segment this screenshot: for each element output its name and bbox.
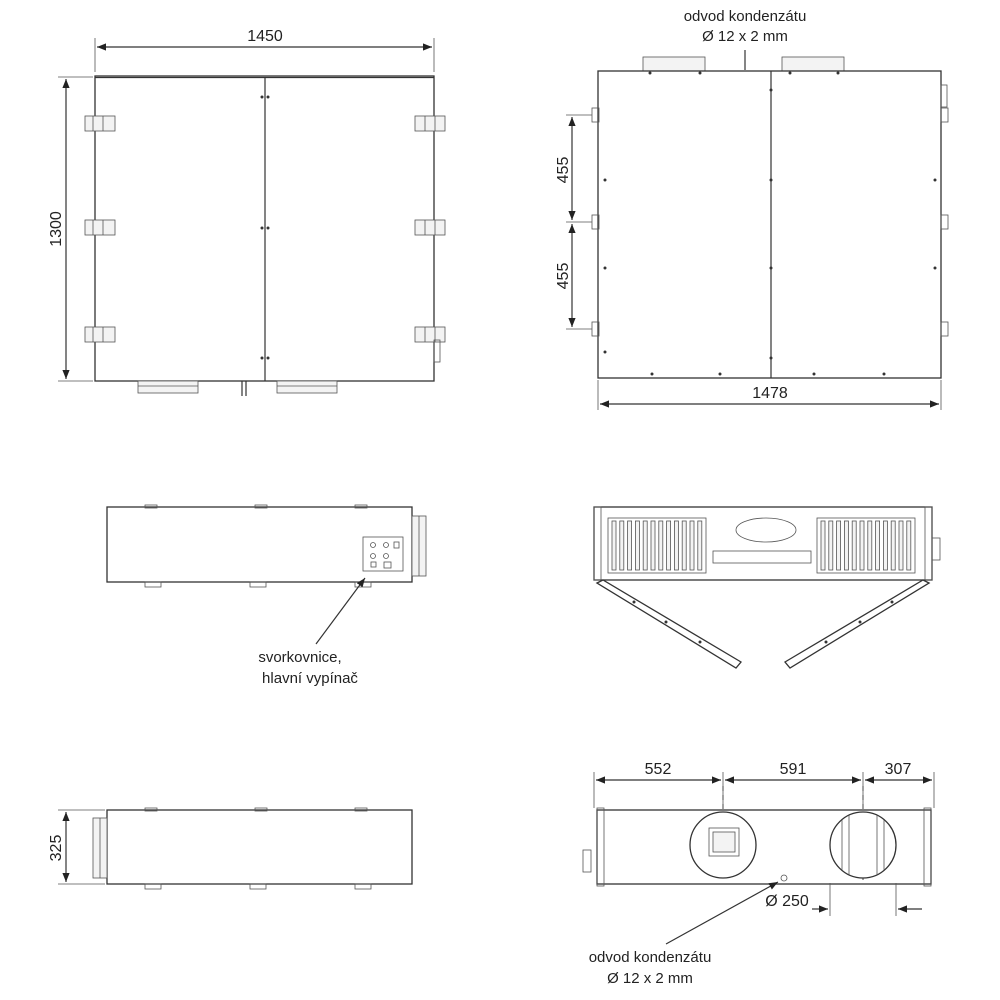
grille-slat — [674, 521, 678, 570]
grille-slat — [651, 521, 655, 570]
duct-spigot — [277, 381, 337, 393]
front-view — [48, 28, 445, 396]
grille-slat — [852, 521, 856, 570]
top-cabinet — [598, 71, 941, 378]
grille-slat — [698, 521, 702, 570]
condensate-bottom-label-line1: odvod kondenzátu — [588, 949, 712, 966]
duct-spigot — [138, 381, 198, 393]
top-width-label: 1478 — [752, 385, 788, 402]
grille-slat — [612, 521, 616, 570]
grille-slat — [628, 521, 632, 570]
grille-slat — [837, 521, 841, 570]
front-width-label: 1450 — [247, 28, 283, 45]
underside-view — [594, 507, 940, 668]
grille-slat — [891, 521, 895, 570]
grille-slat — [682, 521, 686, 570]
grille-slat — [643, 521, 647, 570]
grille-slat — [907, 521, 911, 570]
grille-slat — [844, 521, 848, 570]
condensate-top-label-line2: Ø 12 x 2 mm — [702, 28, 788, 45]
rear-segment-left-label: 552 — [644, 761, 672, 778]
grille-slat — [860, 521, 864, 570]
front-height-label: 1300 — [48, 211, 65, 247]
open-panel-right — [785, 580, 929, 668]
grille-slat — [883, 521, 887, 570]
grille-slat — [620, 521, 624, 570]
side-height-label: 325 — [48, 834, 65, 862]
top-spacing-lower-label: 455 — [555, 262, 572, 290]
top-spacing-upper-label: 455 — [555, 156, 572, 184]
top-view — [555, 8, 948, 410]
open-panel-left — [597, 580, 741, 668]
side-view-terminal — [107, 505, 426, 687]
grille-slat — [659, 521, 663, 570]
rear-segment-middle-label: 591 — [779, 761, 807, 778]
grille-slat — [829, 521, 833, 570]
terminal-label-line2: hlavní vypínač — [262, 670, 358, 687]
duct-diameter-label: Ø 250 — [765, 893, 809, 910]
rear-view — [583, 761, 934, 987]
side-cabinet-2 — [107, 810, 412, 884]
condensate-bottom-label-line2: Ø 12 x 2 mm — [607, 970, 693, 987]
grille-slat — [690, 521, 694, 570]
condensate-top-label-line1: odvod kondenzátu — [683, 8, 807, 25]
side-view-height — [48, 808, 412, 889]
grille-slat — [635, 521, 639, 570]
terminal-label-line1: svorkovnice, — [258, 649, 342, 666]
grille-slat — [667, 521, 671, 570]
grille-slat — [899, 521, 903, 570]
grille-slat — [821, 521, 825, 570]
rear-segment-right-label: 307 — [884, 761, 912, 778]
grille-slat — [876, 521, 880, 570]
duct-outlet-right — [830, 812, 896, 878]
grille-slat — [868, 521, 872, 570]
